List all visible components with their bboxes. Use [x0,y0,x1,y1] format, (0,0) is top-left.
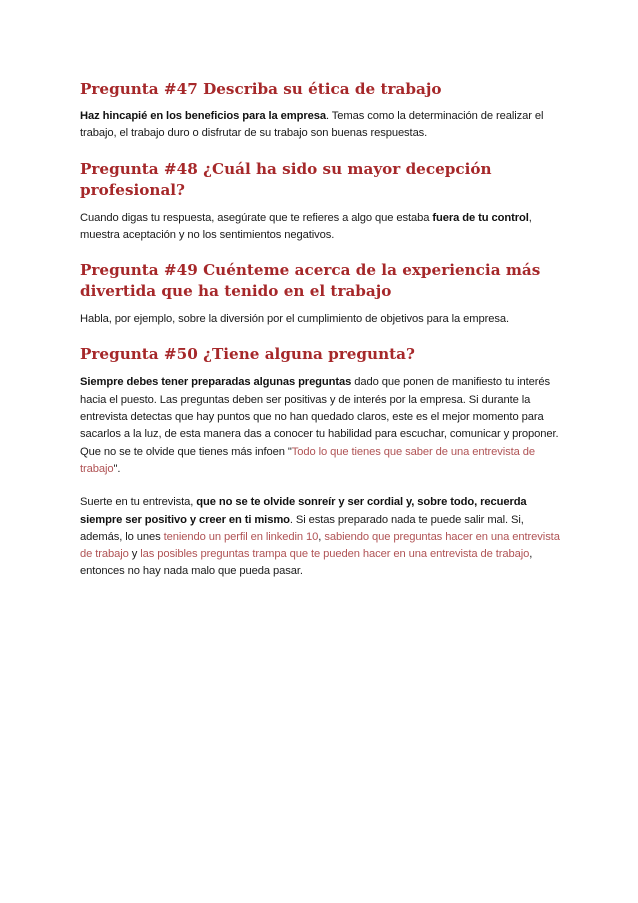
answer-text: . Temas como la determinación de realizar el trabajo, el trabajo duro o disfrutar de su trabajo son buenas respuestas. [80,110,544,140]
trick-questions-link[interactable]: las posibles preguntas trampa que te pueden hacer en una entrevista de trabajo [140,548,530,561]
linkedin-profile-link[interactable]: teniendo un perfil en linkedin 10 [163,530,319,543]
question-50-section [80,344,568,580]
closing-text: , entonces no hay nada malo que pueda pasar. [80,548,533,578]
question-47-heading: Pregunta #47 Describa su ética de trabajo [80,80,442,98]
question-50-answer [80,374,568,478]
question-47-answer [80,108,568,143]
answer-text: Habla, por ejemplo, sobre la diversión por el cumplimiento de objetivos para la empresa. [80,313,509,326]
emphasis-text: fuera de tu control [432,211,529,224]
closing-paragraph [80,494,568,580]
questions-to-ask-link[interactable]: sabiendo que preguntas hacer en una entrevista de trabajo [80,530,560,561]
question-49-heading: Pregunta #49 Cuénteme acerca de la experiencia más divertida que ha tenido en el trabajo [80,261,541,301]
question-48-heading: Pregunta #48 ¿Cuál ha sido su mayor decepción profesional? [80,159,492,199]
closing-text: . Si estas preparado nada te puede salir mal. Si, además, lo unes [80,513,524,543]
question-47-section [80,79,568,143]
closing-text: , [318,530,325,543]
answer-text: ". [113,462,121,475]
emphasis-text: que no se te olvide sonreír y ser cordial y, sobre todo, recuerda siempre ser positivo y creer en ti mismo [80,496,527,526]
emphasis-text: Haz hincapié en los beneficios para la empresa [80,110,326,122]
question-49-section [80,260,568,328]
closing-text: Suerte en tu entrevista, [80,496,197,509]
answer-text: dado que ponen de manifiesto tu interés hacia el puesto. Las preguntas deben ser positivas y de interés por la empresa. Si durante la entrevista detectas que hay puntos que no han quedado claros, este es el mejor momento para sacarlos a la luz, de esta manera das a conocer tu habilidad para escuchar, comunicar y proponer. Que no se te olvide que tienes más infoen " [80,376,559,458]
entrevista-guide-link[interactable]: Todo lo que tienes que saber de una entrevista de trabajo [80,445,536,475]
emphasis-text: Siempre debes tener preparadas algunas preguntas [80,376,352,389]
closing-text: y [128,548,141,561]
question-48-section [80,159,568,245]
document-content [80,79,568,597]
question-50-heading: Pregunta #50 ¿Tiene alguna pregunta? [80,345,415,364]
answer-text: , muestra aceptación y no los sentimientos negativos. [80,211,532,241]
answer-text: Cuando digas tu respuesta, asegúrate que te refieres a algo que estaba [80,211,433,224]
question-48-answer [80,210,568,245]
question-49-answer [80,311,568,328]
